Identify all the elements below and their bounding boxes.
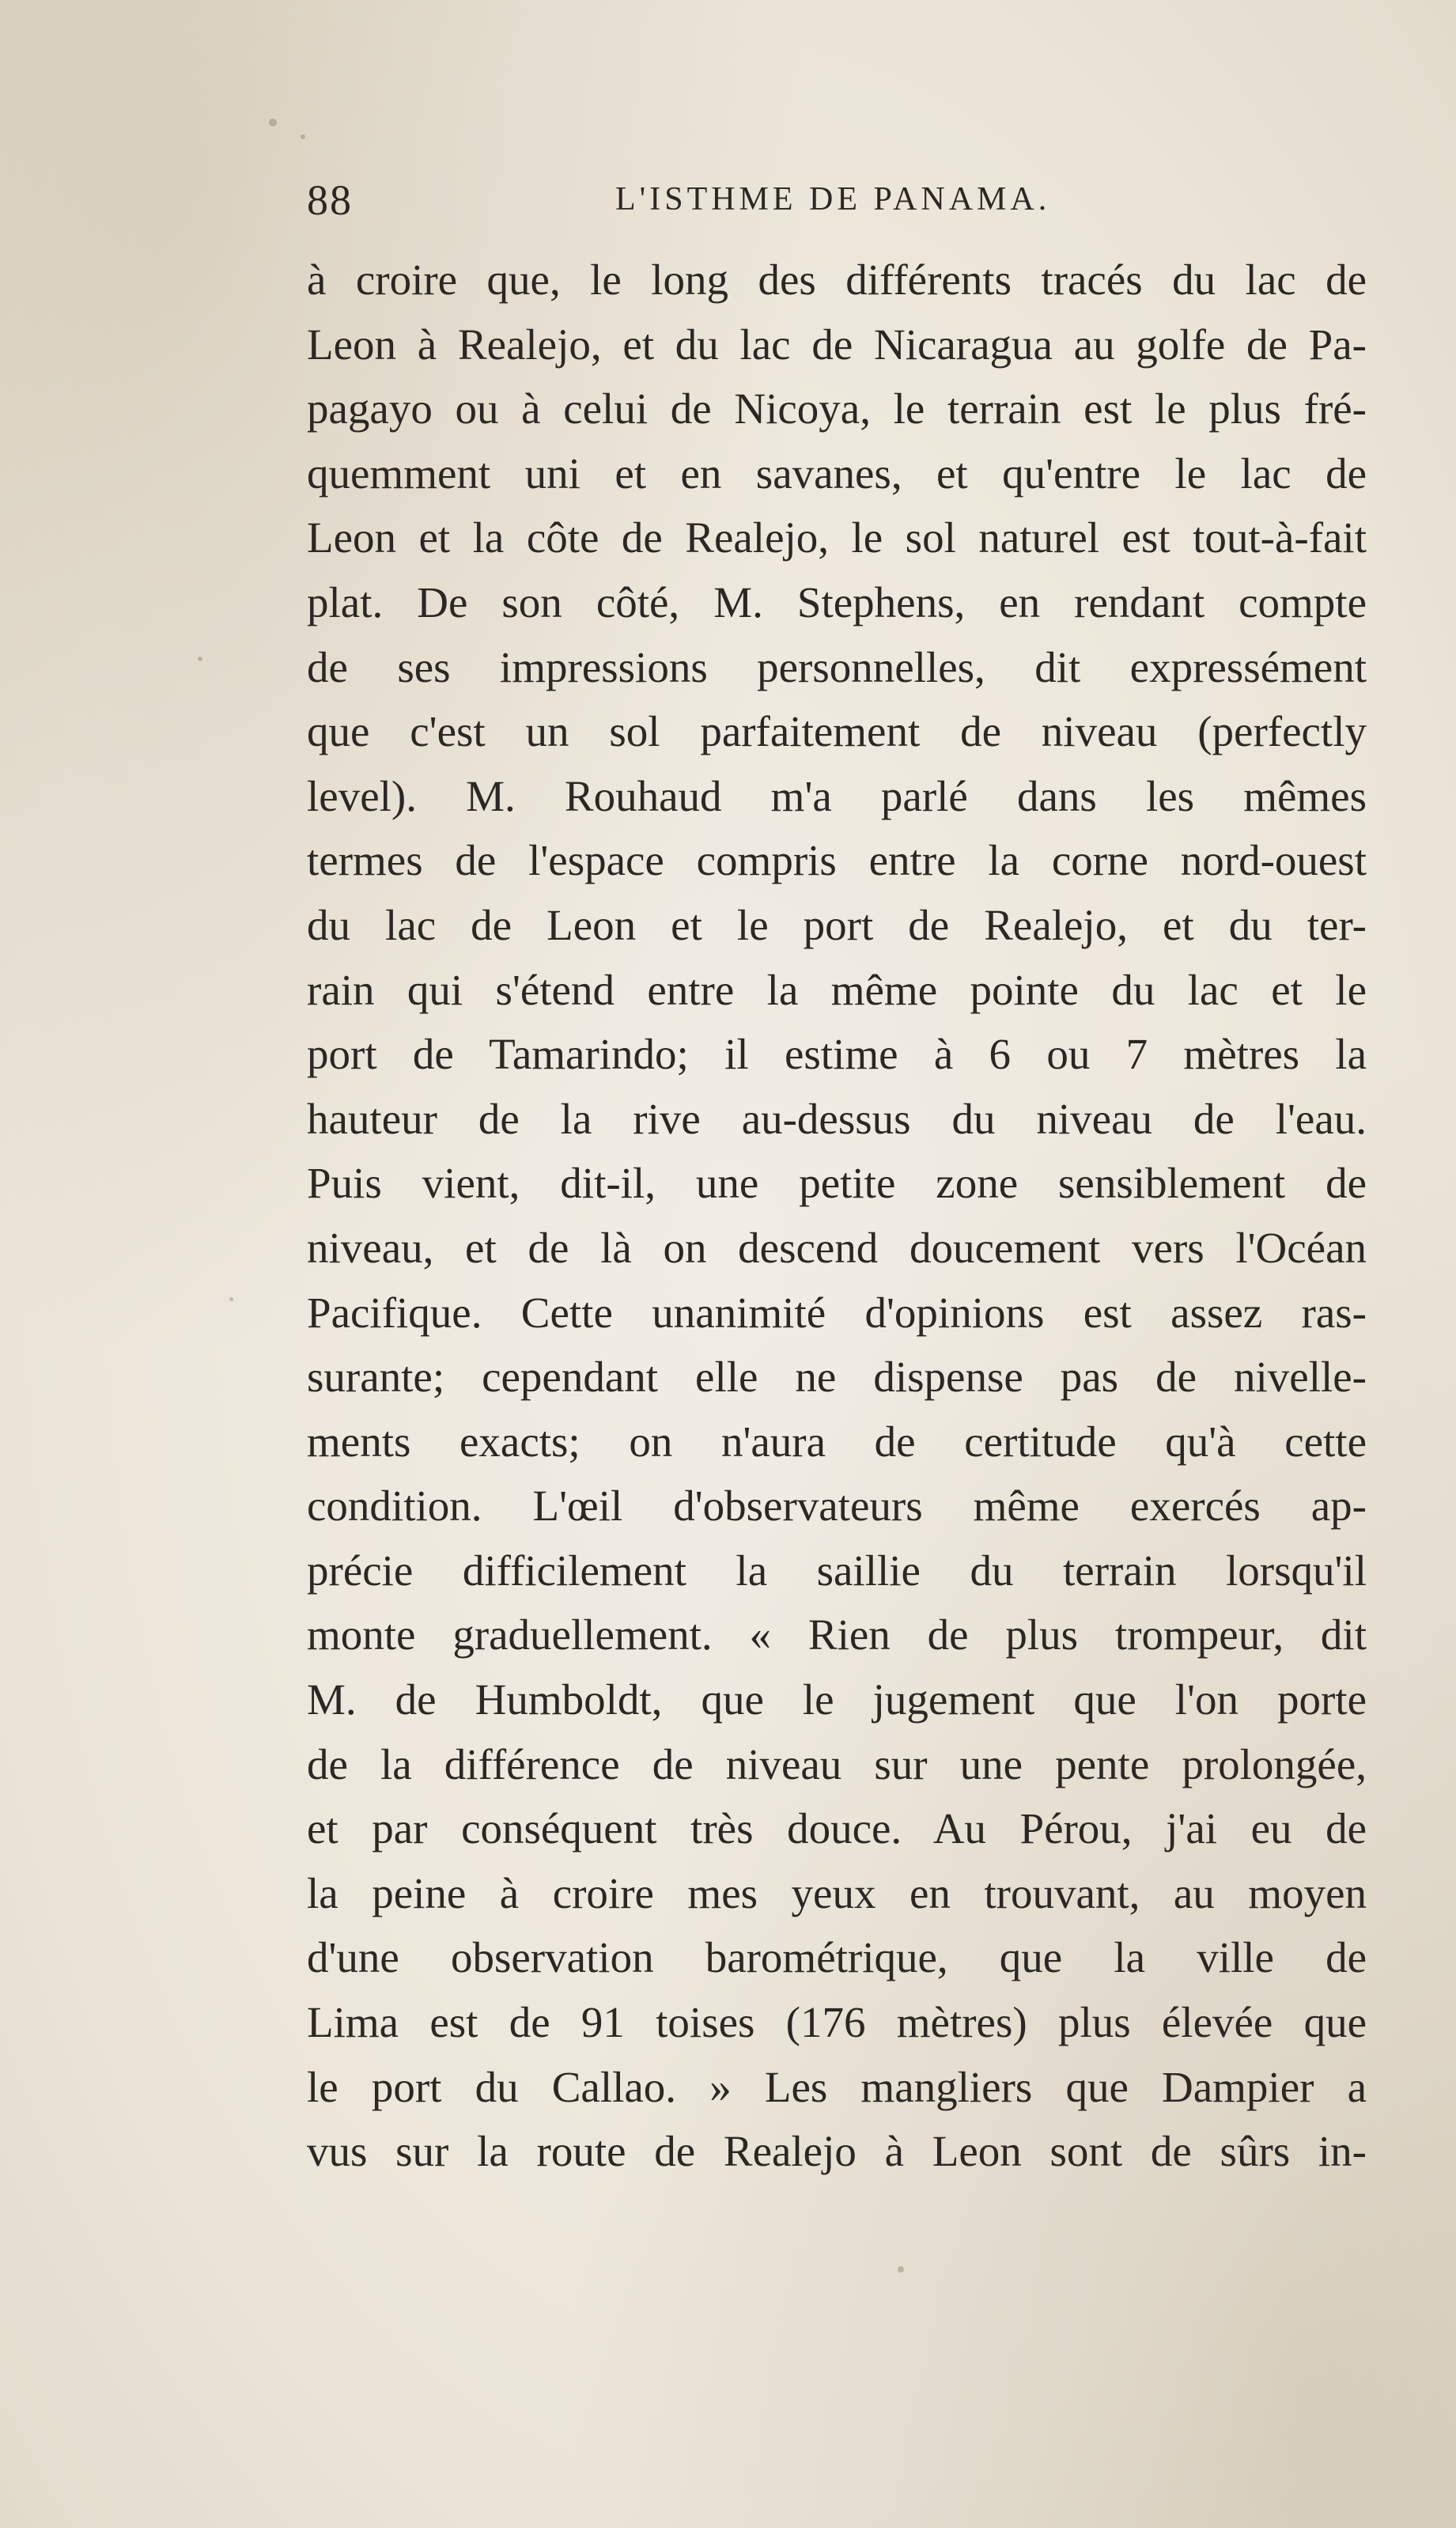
- text-line: Leon et la côte de Realejo, le sol naturel est tout-à-fait: [307, 513, 1367, 562]
- text-line: à croire que, le long des différents tracés du lac de: [307, 255, 1367, 304]
- paper-speck: [301, 134, 305, 139]
- text-line: surante; cependant elle ne dispense pas de nivelle-: [307, 1353, 1367, 1402]
- text-line: vus sur la route de Realejo à Leon sont de sûrs in-: [307, 2127, 1367, 2176]
- text-line: condition. L'œil d'observateurs même exercés ap-: [307, 1482, 1367, 1531]
- text-line: quemment uni et en savanes, et qu'entre le lac de: [307, 448, 1367, 498]
- text-line: et par conséquent très douce. Au Pérou, j'ai eu de: [307, 1804, 1367, 1853]
- paper-speck: [898, 2266, 904, 2273]
- text-line: de ses impressions personnelles, dit expressément: [307, 642, 1367, 691]
- text-line: la peine à croire mes yeux en trouvant, au moyen: [307, 1868, 1367, 1917]
- text-line: de la différence de niveau sur une pente prolongée,: [307, 1739, 1367, 1788]
- text-line: que c'est un sol parfaitement de niveau (perfectly: [307, 707, 1367, 756]
- text-line: d'une observation barométrique, que la ville de: [307, 1933, 1367, 1982]
- text-line: Leon à Realejo, et du lac de Nicaragua au golfe de Pa-: [307, 320, 1367, 369]
- text-line: du lac de Leon et le port de Realejo, et du ter-: [307, 900, 1367, 949]
- paper-speck: [269, 119, 277, 127]
- text-line: le port du Callao. » Les mangliers que Dampier a: [307, 2062, 1367, 2111]
- text-line: rain qui s'étend entre la même pointe du lac et le: [307, 965, 1367, 1014]
- text-line: plat. De son côté, M. Stephens, en rendant compte: [307, 577, 1367, 626]
- text-line: level). M. Rouhaud m'a parlé dans les mêmes: [307, 771, 1367, 820]
- text-line: précie difficilement la saillie du terrain lorsqu'il: [307, 1546, 1367, 1595]
- paper-speck: [229, 1297, 233, 1301]
- text-line: hauteur de la rive au-dessus du niveau de l'eau.: [307, 1094, 1367, 1143]
- page-header: [307, 176, 1359, 231]
- page-number: 88: [307, 176, 353, 224]
- text-line: termes de l'espace compris entre la corne nord-ouest: [307, 836, 1367, 885]
- running-title: L'ISTHME DE PANAMA.: [615, 181, 1051, 218]
- text-line: Puis vient, dit-il, une petite zone sensiblement de: [307, 1159, 1367, 1208]
- text-line: M. de Humboldt, que le jugement que l'on porte: [307, 1675, 1367, 1724]
- text-line: monte graduellement. « Rien de plus trompeur, dit: [307, 1610, 1367, 1659]
- text-line: Pacifique. Cette unanimité d'opinions est assez ras-: [307, 1288, 1367, 1337]
- body-text: [307, 248, 1367, 2184]
- text-line: pagayo ou à celui de Nicoya, le terrain est le plus fré-: [307, 384, 1367, 433]
- text-line: port de Tamarindo; il estime à 6 ou 7 mètres la: [307, 1030, 1367, 1079]
- paper-speck: [198, 657, 202, 661]
- text-line: niveau, et de là on descend doucement vers l'Océan: [307, 1223, 1367, 1272]
- text-line: ments exacts; on n'aura de certitude qu'à cette: [307, 1417, 1367, 1466]
- text-line: Lima est de 91 toises (176 mètres) plus élevée que: [307, 1998, 1367, 2047]
